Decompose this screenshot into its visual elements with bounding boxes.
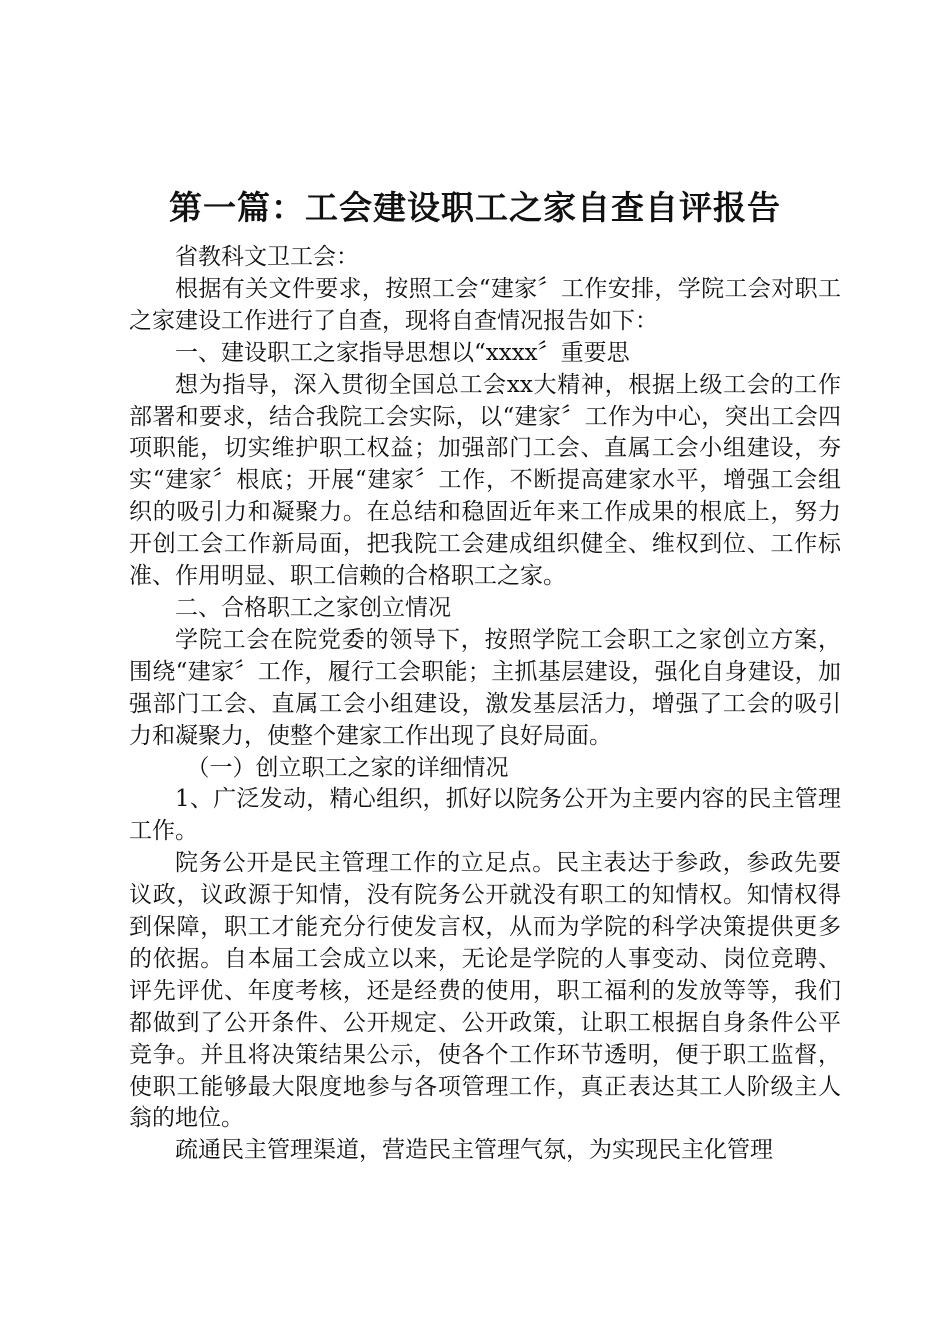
paragraph-guiding-thought: 想为指导，深入贯彻全国总工会xx大精神，根据上级工会的工作部署和要求，结合我院工会实际，以“建家〞工作为中心，突出工会四项职能，切实维护职工权益；加强部门工会、直属工会小组建设，夯实“建家〞根底；开展“建家〞工作，不断提高建家水平，增强工会组织的吸引力和凝聚力。在总结和稳固近年来工作成果的根底上，努力开创工会工作新局面，把我院工会建成组织健全、维权到位、工作标准、作用明显、职工信赖的合格职工之家。	[129, 371, 841, 590]
salutation: 省教科文卫工会：	[175, 244, 359, 270]
item-heading-1: 1、广泛发动，精心组织，抓好以院务公开为主要内容的民主管理工作。	[129, 786, 841, 845]
paragraph-campus-affairs: 院务公开是民主管理工作的立足点。民主表达于参政，参政先要议政，议政源于知情，没有院务公开就没有职工的知情权。知情权得到保障，职工才能充分行使发言权，从而为学院的科学决策提供更多的依据。自本届工会成立以来，无论是学院的人事变动、岗位竞聘、评先评优、年度考核，还是经费的使用，职工福利的发放等等，我们都做到了公开条件、公开规定、公开政策，让职工根据自身条件公平竞争。并且将决策结果公示，使各个工作环节透明，便于职工监督，使职工能够最大限度地参与各项管理工作，真正表达其工人阶级主人翁的地位。	[129, 850, 841, 1132]
paragraph-intro: 根据有关文件要求，按照工会“建家〞工作安排，学院工会对职工之家建设工作进行了自查，现将自查情况报告如下：	[129, 275, 841, 334]
document-title: 第一篇：工会建设职工之家自查自评报告	[169, 188, 781, 227]
subsection-heading-1: （一）创立职工之家的详细情况	[186, 754, 509, 781]
document-body	[129, 242, 841, 1167]
section-heading-1: 一、建设职工之家指导思想以“xxxx〞重要思	[175, 339, 630, 366]
paragraph-establishment: 学院工会在院党委的领导下，按照学院工会职工之家创立方案，围绕“建家〞工作，履行工会职能；主抓基层建设，强化自身建设，加强部门工会、直属工会小组建设，激发基层活力，增强了工会的吸引力和凝聚力，使整个建家工作出现了良好局面。	[129, 626, 841, 749]
paragraph-democratic-channels: 疏通民主管理渠道，营造民主管理气氛，为实现民主化管理	[175, 1137, 773, 1164]
section-heading-2: 二、合格职工之家创立情况	[175, 594, 451, 621]
